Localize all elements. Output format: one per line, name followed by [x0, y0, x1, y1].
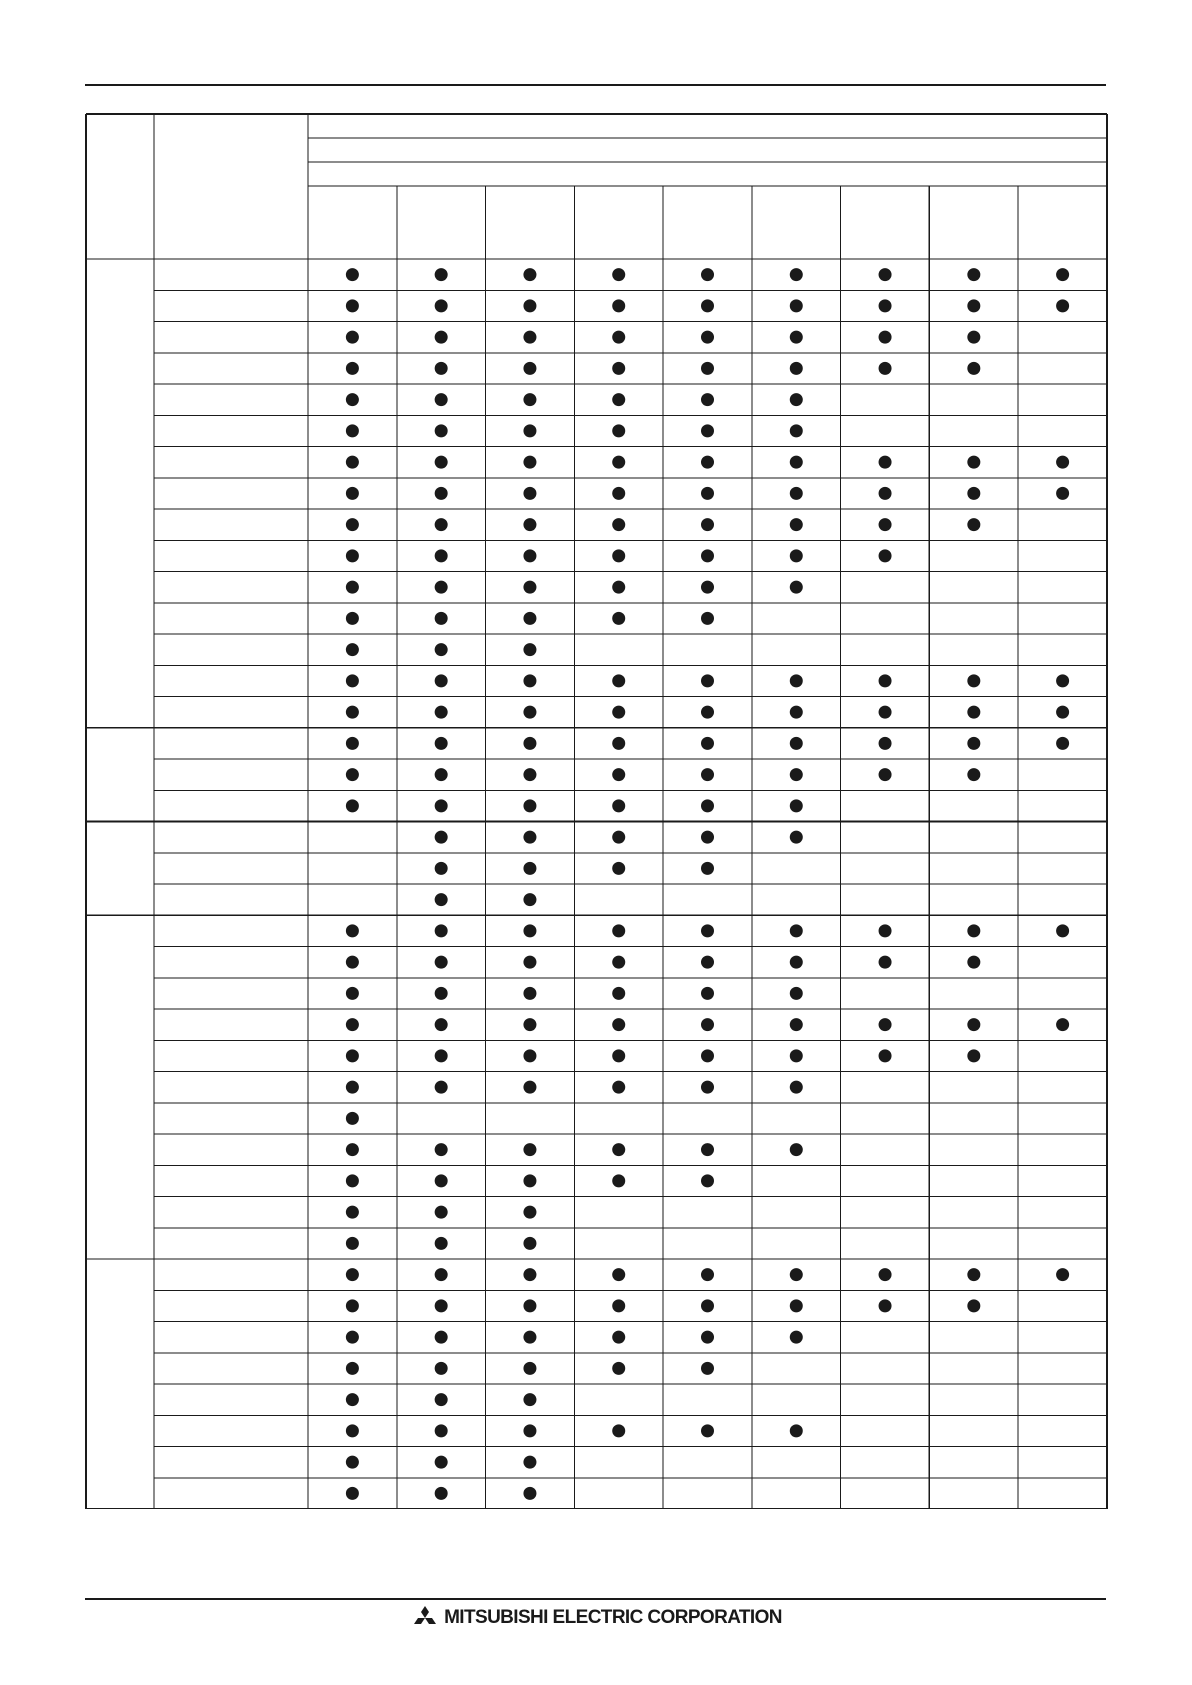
matrix-dot — [612, 862, 625, 875]
matrix-dot — [701, 424, 714, 437]
matrix-dot — [701, 737, 714, 750]
matrix-dot — [790, 549, 803, 562]
matrix-dot — [435, 1331, 448, 1344]
matrix-dot — [879, 706, 892, 719]
matrix-dot — [612, 393, 625, 406]
matrix-dot — [790, 581, 803, 594]
matrix-dot — [346, 706, 359, 719]
matrix-dot — [346, 799, 359, 812]
matrix-dot — [790, 268, 803, 281]
matrix-dot — [346, 424, 359, 437]
matrix-dot — [346, 549, 359, 562]
matrix-dot — [523, 362, 536, 375]
matrix-dot — [523, 1268, 536, 1281]
matrix-dot — [612, 331, 625, 344]
matrix-dot — [879, 549, 892, 562]
matrix-dot — [435, 831, 448, 844]
matrix-dot — [790, 1049, 803, 1062]
matrix-dot — [612, 831, 625, 844]
matrix-dot — [967, 487, 980, 500]
matrix-dot — [523, 1049, 536, 1062]
matrix-dot — [435, 674, 448, 687]
matrix-dot — [612, 706, 625, 719]
matrix-dot — [1056, 1268, 1069, 1281]
matrix-dot — [523, 1143, 536, 1156]
matrix-dot — [790, 1018, 803, 1031]
matrix-dot — [523, 299, 536, 312]
matrix-dot — [435, 362, 448, 375]
matrix-dot — [790, 737, 803, 750]
matrix-dot — [523, 799, 536, 812]
matrix-dot — [346, 487, 359, 500]
matrix-dot — [790, 1424, 803, 1437]
matrix-dot — [346, 987, 359, 1000]
matrix-dot — [435, 424, 448, 437]
matrix-dot — [701, 1299, 714, 1312]
matrix-dot — [612, 424, 625, 437]
matrix-dot — [612, 1018, 625, 1031]
matrix-dot — [346, 1393, 359, 1406]
matrix-dot — [701, 1362, 714, 1375]
matrix-dot — [1056, 1018, 1069, 1031]
matrix-dot — [701, 362, 714, 375]
matrix-dot — [967, 956, 980, 969]
matrix-dot — [346, 268, 359, 281]
matrix-dot — [435, 1424, 448, 1437]
matrix-dot — [523, 549, 536, 562]
matrix-dot — [435, 1206, 448, 1219]
matrix-dot — [790, 362, 803, 375]
matrix-dot — [790, 1268, 803, 1281]
matrix-dot — [612, 487, 625, 500]
matrix-dot — [346, 393, 359, 406]
matrix-dot — [790, 924, 803, 937]
matrix-dot — [346, 1081, 359, 1094]
matrix-dot — [346, 331, 359, 344]
matrix-dot — [346, 612, 359, 625]
matrix-dot — [879, 299, 892, 312]
matrix-dot — [1056, 674, 1069, 687]
matrix-dot — [523, 393, 536, 406]
matrix-dot — [435, 1237, 448, 1250]
matrix-dot — [435, 1393, 448, 1406]
matrix-dot — [523, 1206, 536, 1219]
matrix-dot — [790, 331, 803, 344]
matrix-grid-lines — [86, 114, 1107, 1509]
matrix-dot — [701, 799, 714, 812]
matrix-dot — [701, 299, 714, 312]
matrix-dot — [435, 549, 448, 562]
matrix-dot — [879, 1268, 892, 1281]
matrix-dot — [701, 487, 714, 500]
footer-rule — [85, 1598, 1106, 1600]
matrix-dot — [967, 924, 980, 937]
matrix-dot — [523, 643, 536, 656]
matrix-dot — [879, 518, 892, 531]
matrix-dot — [1056, 487, 1069, 500]
matrix-dot — [523, 924, 536, 937]
matrix-dot — [435, 456, 448, 469]
matrix-dot — [1056, 706, 1069, 719]
matrix-dot — [612, 987, 625, 1000]
matrix-dot — [435, 1143, 448, 1156]
matrix-dot — [701, 768, 714, 781]
matrix-dot — [612, 768, 625, 781]
compatibility-matrix — [85, 113, 1108, 1509]
matrix-dot — [1056, 924, 1069, 937]
matrix-dot — [435, 706, 448, 719]
matrix-dot — [1056, 737, 1069, 750]
matrix-dot — [612, 737, 625, 750]
matrix-dot — [967, 299, 980, 312]
matrix-dot — [790, 299, 803, 312]
matrix-dot — [967, 737, 980, 750]
matrix-dot — [790, 706, 803, 719]
matrix-dot — [612, 1143, 625, 1156]
matrix-dot — [967, 1299, 980, 1312]
matrix-dot — [612, 362, 625, 375]
matrix-dot — [790, 768, 803, 781]
matrix-dot — [435, 956, 448, 969]
matrix-dot — [879, 924, 892, 937]
matrix-dot — [790, 674, 803, 687]
matrix-dot — [435, 1299, 448, 1312]
matrix-dot — [435, 1362, 448, 1375]
matrix-dot — [701, 1268, 714, 1281]
matrix-dot — [879, 674, 892, 687]
matrix-dot — [879, 362, 892, 375]
matrix-dot — [612, 1331, 625, 1344]
matrix-dot — [790, 799, 803, 812]
matrix-dot — [701, 987, 714, 1000]
matrix-dot — [879, 956, 892, 969]
matrix-dot — [435, 581, 448, 594]
matrix-dot — [435, 1456, 448, 1469]
matrix-dot — [435, 987, 448, 1000]
matrix-dot — [523, 581, 536, 594]
matrix-dot — [346, 299, 359, 312]
matrix-dot — [523, 424, 536, 437]
matrix-dot — [523, 487, 536, 500]
matrix-dot — [701, 549, 714, 562]
matrix-dot — [612, 1362, 625, 1375]
brand-name: MITSUBISHI ELECTRIC CORPORATION — [444, 1607, 782, 1628]
matrix-dot — [1056, 268, 1069, 281]
matrix-dot — [967, 518, 980, 531]
matrix-dot — [612, 1424, 625, 1437]
matrix-dot — [967, 331, 980, 344]
matrix-dot — [435, 299, 448, 312]
matrix-dot — [701, 674, 714, 687]
matrix-dot — [523, 987, 536, 1000]
matrix-dot — [346, 1237, 359, 1250]
matrix-dot — [346, 1049, 359, 1062]
matrix-dot — [701, 1424, 714, 1437]
matrix-dot — [701, 862, 714, 875]
matrix-dot — [879, 456, 892, 469]
matrix-dot — [523, 518, 536, 531]
matrix-dot — [612, 924, 625, 937]
matrix-dot — [612, 456, 625, 469]
matrix-dot — [879, 768, 892, 781]
matrix-dot — [523, 706, 536, 719]
matrix-dot — [879, 1018, 892, 1031]
matrix-dot — [346, 362, 359, 375]
matrix-dot — [790, 1299, 803, 1312]
matrix-dot — [346, 956, 359, 969]
matrix-dot — [435, 893, 448, 906]
matrix-dot — [435, 924, 448, 937]
matrix-dot — [701, 612, 714, 625]
matrix-dot — [523, 1237, 536, 1250]
matrix-dot — [435, 612, 448, 625]
matrix-dot — [523, 893, 536, 906]
matrix-dot — [879, 737, 892, 750]
matrix-dot — [346, 1487, 359, 1500]
matrix-dot — [346, 1331, 359, 1344]
matrix-dot — [701, 924, 714, 937]
matrix-dot — [790, 518, 803, 531]
matrix-dot — [612, 674, 625, 687]
matrix-dot — [790, 456, 803, 469]
matrix-dot — [701, 1081, 714, 1094]
matrix-dot — [790, 831, 803, 844]
matrix-dot — [612, 799, 625, 812]
matrix-dot — [612, 1081, 625, 1094]
matrix-dot — [701, 706, 714, 719]
matrix-dot — [346, 643, 359, 656]
matrix-dot — [346, 1143, 359, 1156]
matrix-dot — [523, 1393, 536, 1406]
footer — [0, 1604, 1192, 1632]
matrix-dot — [879, 331, 892, 344]
matrix-dot — [701, 518, 714, 531]
matrix-dot — [701, 456, 714, 469]
matrix-dot — [435, 1268, 448, 1281]
matrix-dot — [612, 1299, 625, 1312]
matrix-dot — [790, 956, 803, 969]
matrix-dot — [1056, 456, 1069, 469]
matrix-dot — [435, 487, 448, 500]
matrix-dot — [612, 299, 625, 312]
matrix-dot — [346, 1424, 359, 1437]
matrix-dot — [435, 643, 448, 656]
matrix-dot — [967, 362, 980, 375]
matrix-dot — [612, 268, 625, 281]
matrix-dot — [701, 956, 714, 969]
matrix-dot — [790, 1081, 803, 1094]
matrix-dot — [967, 706, 980, 719]
matrix-dot — [435, 331, 448, 344]
matrix-dot — [523, 862, 536, 875]
matrix-dot — [435, 768, 448, 781]
matrix-dot — [435, 393, 448, 406]
matrix-dot — [879, 1299, 892, 1312]
matrix-dot — [701, 1018, 714, 1031]
matrix-dot — [346, 1206, 359, 1219]
matrix-dot — [701, 268, 714, 281]
matrix-dot — [523, 1299, 536, 1312]
matrix-dot — [523, 331, 536, 344]
matrix-dot — [435, 1049, 448, 1062]
matrix-dot — [967, 456, 980, 469]
matrix-dot — [346, 1174, 359, 1187]
matrix-dot — [523, 268, 536, 281]
matrix-dot — [701, 1331, 714, 1344]
matrix-dot — [612, 1268, 625, 1281]
matrix-dot — [879, 1049, 892, 1062]
matrix-dot — [346, 768, 359, 781]
matrix-dot — [612, 518, 625, 531]
matrix-dot — [523, 1331, 536, 1344]
matrix-dot — [346, 1018, 359, 1031]
matrix-dot — [523, 612, 536, 625]
matrix-dot — [523, 1424, 536, 1437]
matrix-dot — [346, 456, 359, 469]
matrix-dot — [612, 549, 625, 562]
matrix-dot — [790, 1331, 803, 1344]
matrix-dot — [612, 581, 625, 594]
matrix-dot — [435, 1081, 448, 1094]
matrix-dot — [967, 1018, 980, 1031]
matrix-dot — [790, 487, 803, 500]
matrix-dot — [1056, 299, 1069, 312]
matrix-dot — [346, 1299, 359, 1312]
matrix-dot — [523, 831, 536, 844]
matrix-dot — [346, 581, 359, 594]
matrix-dot — [346, 518, 359, 531]
matrix-dot — [967, 1049, 980, 1062]
matrix-dot — [523, 1487, 536, 1500]
matrix-dot — [435, 1487, 448, 1500]
matrix-dot — [435, 1174, 448, 1187]
matrix-dot — [523, 768, 536, 781]
matrix-dot — [523, 1081, 536, 1094]
matrix-dot — [701, 1174, 714, 1187]
matrix-dot — [967, 268, 980, 281]
matrix-dot — [523, 737, 536, 750]
matrix-dot — [612, 1049, 625, 1062]
matrix-dot — [523, 1174, 536, 1187]
matrix-dot — [612, 956, 625, 969]
matrix-dot — [435, 737, 448, 750]
matrix-dot — [346, 674, 359, 687]
matrix-dot — [967, 1268, 980, 1281]
matrix-dot — [701, 581, 714, 594]
matrix-dot — [523, 456, 536, 469]
matrix-dot — [967, 674, 980, 687]
matrix-dot — [790, 424, 803, 437]
matrix-dot — [701, 393, 714, 406]
matrix-dot — [612, 1174, 625, 1187]
matrix-dot — [612, 612, 625, 625]
matrix-dot — [701, 1049, 714, 1062]
matrix-dot — [967, 768, 980, 781]
matrix-dot — [346, 1268, 359, 1281]
matrix-dot — [523, 1362, 536, 1375]
matrix-dot — [523, 956, 536, 969]
matrix-dot — [435, 799, 448, 812]
matrix-dot — [435, 1018, 448, 1031]
matrix-dot — [435, 268, 448, 281]
matrix-dot — [701, 331, 714, 344]
three-diamond-logo-icon — [410, 1606, 440, 1630]
matrix-dot — [435, 862, 448, 875]
matrix-dot — [879, 487, 892, 500]
matrix-dot — [523, 674, 536, 687]
matrix-dot — [790, 393, 803, 406]
matrix-dot — [346, 737, 359, 750]
matrix-dot — [523, 1018, 536, 1031]
matrix-dot — [701, 831, 714, 844]
matrix-dot — [346, 1112, 359, 1125]
matrix-dot — [346, 1456, 359, 1469]
matrix-dot — [346, 1362, 359, 1375]
matrix-dot — [346, 924, 359, 937]
header-rule — [85, 84, 1106, 86]
matrix-dot — [790, 987, 803, 1000]
matrix-dot — [701, 1143, 714, 1156]
matrix-dot — [879, 268, 892, 281]
matrix-dot — [790, 1143, 803, 1156]
matrix-dot — [435, 518, 448, 531]
matrix-dot — [523, 1456, 536, 1469]
